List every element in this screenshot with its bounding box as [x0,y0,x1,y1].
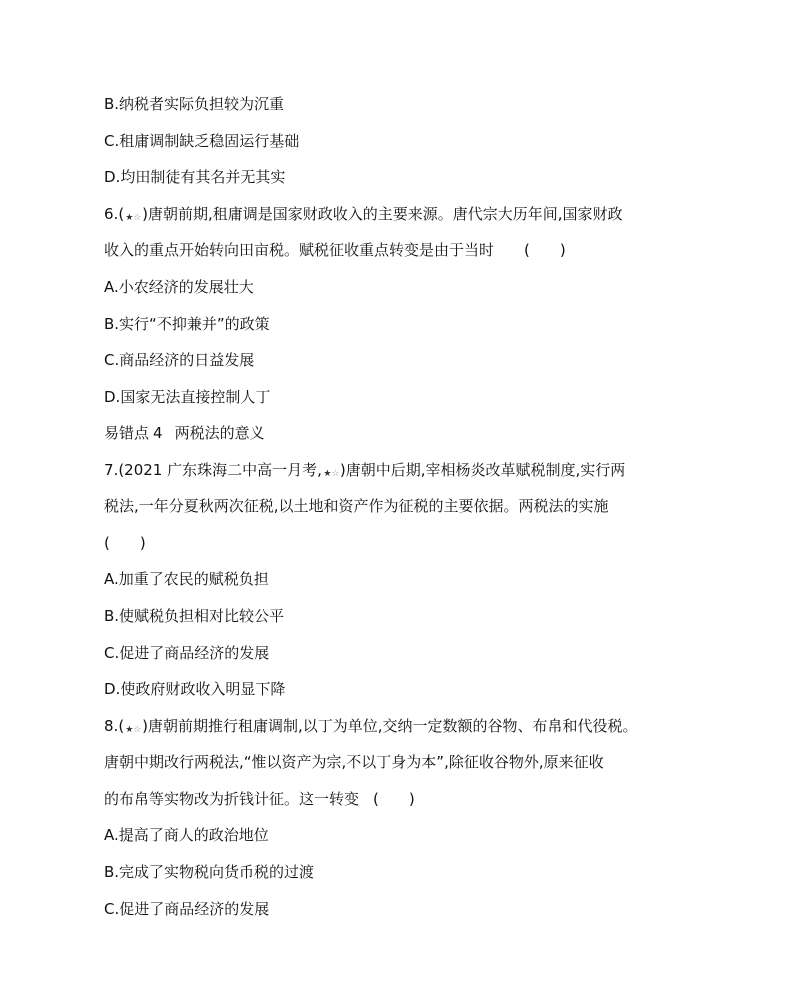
q8-option-b: B.完成了实物税向货币税的过渡 [104,863,315,881]
q5-option-b: B.纳税者实际负担较为沉重 [104,95,285,113]
q7-option-a: A.加重了农民的赋税负担 [104,570,269,588]
q6-stem-text1: 唐朝前期,租庸调是国家财政收入的主要来源。唐代宗大历年间,国家财政 [147,205,623,223]
q8-option-a: A.提高了商人的政治地位 [104,826,269,844]
q6-option-c: C.商品经济的日益发展 [104,351,255,369]
q6-option-a: A.小农经济的发展壮大 [104,278,254,296]
two-star-difficulty-icon: ★☆ [125,212,141,223]
q7-source: (2021 广东珠海二中高一月考, [118,461,322,479]
q5-option-d: D.均田制徒有其名并无其实 [104,168,286,186]
q7-option-d: D.使政府财政收入明显下降 [104,680,286,698]
section-number: 4 [153,424,163,442]
q6-stem-text2: 收入的重点开始转向田亩税。赋税征收重点转变是由于当时 [104,241,495,259]
q7-source-close: ) [339,461,346,479]
q8-stem-line3 [104,787,415,811]
q7-number: 7. [104,461,119,479]
q7-stem-text1: 唐朝中后期,宰相杨炎改革赋税制度,实行两 [345,461,626,479]
q8-answer-blank: ( ) [373,790,415,808]
q7-option-b: B.使赋税负担相对比较公平 [104,607,285,625]
q7-answer-line [104,531,146,555]
q5-option-c: C.租庸调制缺乏稳固运行基础 [104,132,300,150]
q8-stem-line1 [104,714,638,738]
q7-option-c: C.促进了商品经济的发展 [104,644,270,662]
q6-stem-line1 [104,202,623,226]
section-title: 两税法的意义 [174,424,265,442]
q6-option-b: B.实行“不抑兼并”的政策 [104,315,270,333]
q6-open-paren: ( [118,205,125,223]
section-heading [104,421,265,445]
q8-close-paren: ) [142,717,148,735]
q8-stem-text3: 的布帛等实物改为折钱计征。这一转变 [104,790,360,808]
q6-close-paren: ) [142,205,148,223]
q8-stem-text1: 唐朝前期推行租庸调制,以丁为单位,交纳一定数额的谷物、布帛和代役税。 [147,717,638,735]
q7-answer-blank: ( ) [104,534,146,552]
q8-option-c: C.促进了商品经济的发展 [104,900,270,918]
q8-number: 8. [104,717,119,735]
two-star-difficulty-icon: ★☆ [323,468,339,479]
section-prefix: 易错点 [104,424,150,442]
q8-open-paren: ( [118,717,125,735]
q6-option-d: D.国家无法直接控制人丁 [104,388,271,406]
q6-number: 6. [104,205,119,223]
q8-stem-line2: 唐朝中期改行两税法,“惟以资产为宗,不以丁身为本”,除征收谷物外,原来征收 [104,753,604,771]
q6-answer-blank: ( ) [524,241,566,259]
q6-stem-line2 [104,238,566,262]
q7-stem-line2: 税法,一年分夏秋两次征税,以土地和资产作为征税的主要依据。两税法的实施 [104,497,609,515]
q7-stem-line1 [104,458,625,482]
two-star-difficulty-icon: ★☆ [125,724,141,735]
